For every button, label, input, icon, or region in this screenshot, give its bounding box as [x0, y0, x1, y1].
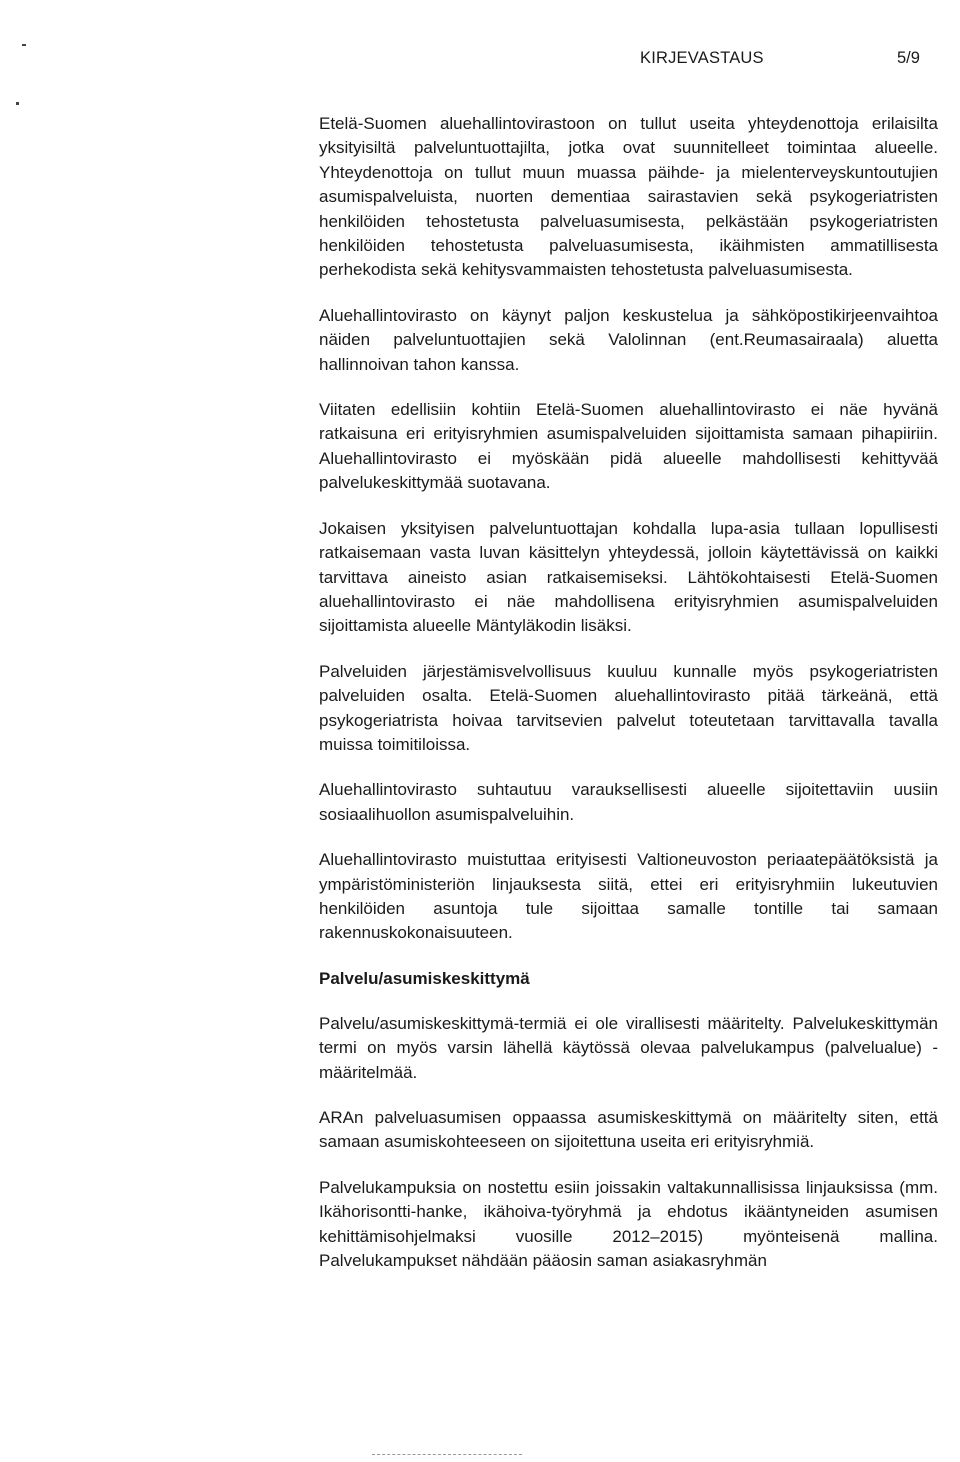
section-paragraph: Palvelu/asumiskeskittymä-termiä ei ole virallisesti määritelty. Palvelukeskittymän termi on myös varsin lähellä käytössä olevaa palvelukampus (palvelualue) - määritelmää. — [319, 1013, 938, 1082]
letter-body — [319, 112, 938, 1294]
section-heading: Palvelu/asumiskeskittymä — [319, 968, 530, 988]
paragraph: Viitaten edellisiin kohtiin Etelä-Suomen aluehallintovirasto ei näe hyvänä ratkaisuna eri erityisryhmien asumispalveluiden sijoittamista samaan pihapiiriin. Aluehallintovirasto ei myöskään pidä alueelle mahdollisesti kehittyvää palvelukeskittymää suotavana. — [319, 400, 938, 493]
paragraph: Aluehallintovirasto muistuttaa erityisesti Valtioneuvoston periaatepäätöksistä ja ympäristöministeriön linjauksesta siitä, ettei eri erityisryhmiin lukeutuvien henkilöiden asuntoja tule sijoittaa samalle tontille tai samaan rakennuskokonaisuuteen. — [319, 850, 938, 943]
document-type-label: KIRJEVASTAUS — [640, 49, 764, 67]
section-paragraph: Palvelukampuksia on nostettu esiin joissakin valtakunnallisissa linjauksissa (mm. Ikähorisontti-hanke, ikähoiva-työryhmä ja ehdotus ikääntyneiden asumisen kehittämisohjelmaksi vuosille 2012–2015) myönteisenä mallina. Palvelukampukset nähdään pääosin saman asiakasryhmän — [319, 1177, 938, 1271]
paragraph: Palveluiden järjestämisvelvollisuus kuuluu kunnalle myös psykogeriatristen palveluiden osalta. Etelä-Suomen aluehallintovirasto pitää tärkeänä, että psykogeriatrista hoivaa tarvitsevien palvelut toteutetaan tarvittavalla tavalla muissa toimitiloissa. — [319, 661, 938, 754]
footer-scan-line — [372, 1454, 522, 1455]
section-paragraph: ARAn palveluasumisen oppaassa asumiskeskittymä on määritelty siten, että samaan asumiskohteeseen on sijoitettuna useita eri erityisryhmiä. — [319, 1108, 938, 1152]
paragraph: Jokaisen yksityisen palveluntuottajan kohdalla lupa-asia tullaan lopullisesti ratkaisemaan vasta luvan käsittelyn yhteydessä, jolloin käytettävissä on kaikki tarvittava aineisto asian ratkaisemiseksi. Lähtökohtaisesti Etelä-Suomen aluehallintovirasto ei näe mahdollisena erityisryhmien asumispalveluiden sijoittamista alueelle Mäntyläkodin lisäksi. — [319, 518, 938, 636]
scan-artifact — [16, 102, 19, 105]
paragraph: Etelä-Suomen aluehallintovirastoon on tullut useita yhteydenottoja erilaisilta yksityisiltä palveluntuottajilta, jotka ovat suunnitelleet toimintaa alueelle. Yhteydenottoja on tullut muun muassa päihde- ja mielenterveyskuntoutujien asumispalveluista, nuorten dementiaa sairastavien sekä psykogeriatristen henkilöiden tehostetusta palveluasumisesta, pelkästään psykogeriatristen henkilöiden tehostetusta palveluasumisesta, ikäihmisten ammatillisesta perhekodista sekä kehitysvammaisten tehostetusta palveluasumisesta. — [319, 114, 938, 280]
page-number: 5/9 — [897, 49, 920, 67]
scan-artifact — [22, 44, 26, 46]
paragraph: Aluehallintovirasto suhtautuu varauksellisesti alueelle sijoitettaviin uusiin sosiaalihuollon asumispalveluihin. — [319, 780, 938, 824]
paragraph: Aluehallintovirasto on käynyt paljon keskustelua ja sähköpostikirjeenvaihtoa näiden palveluntuottajien sekä Valolinnan (ent.Reumasairaala) aluetta hallinnoivan tahon kanssa. — [319, 305, 938, 374]
